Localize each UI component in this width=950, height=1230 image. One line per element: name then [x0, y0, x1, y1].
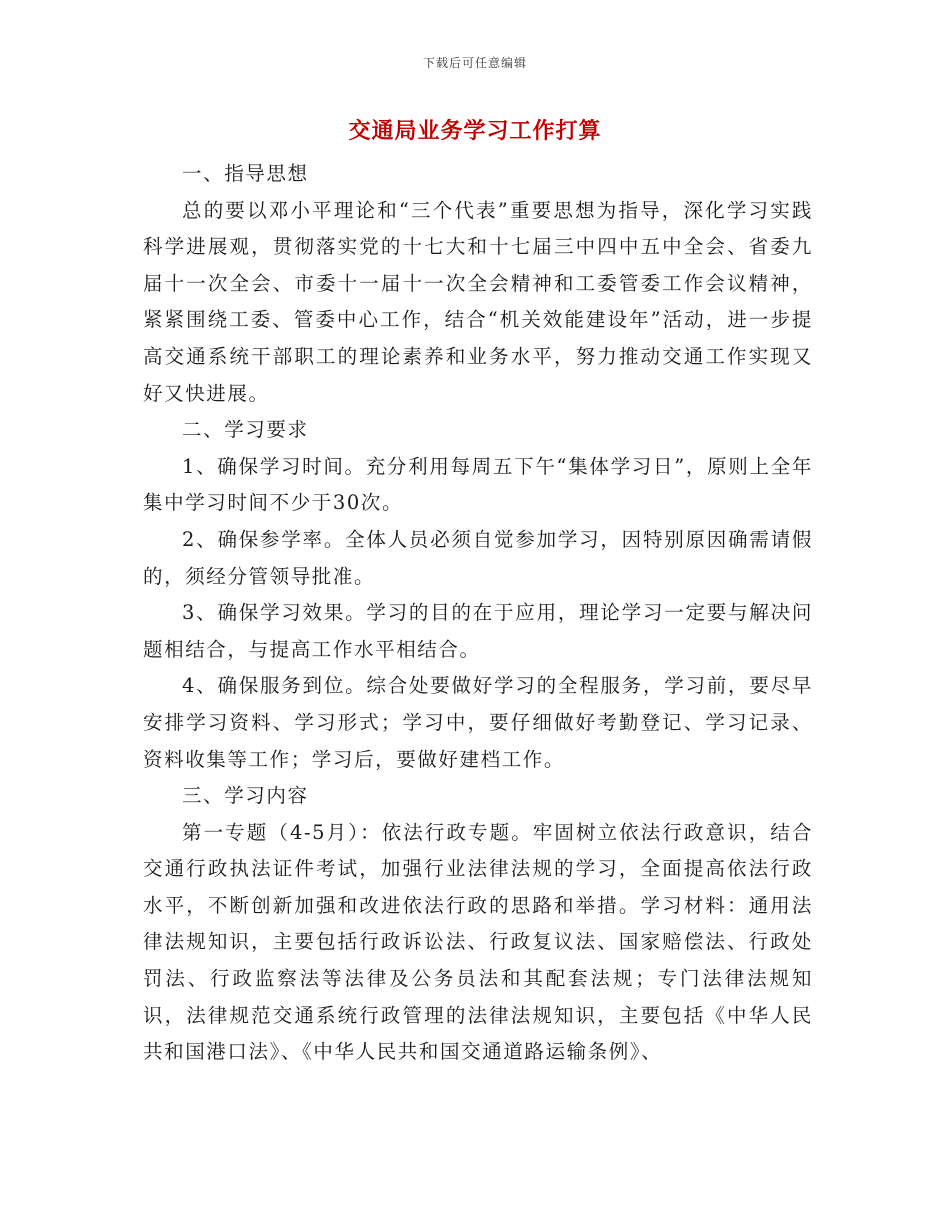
header-note: 下载后可任意编辑 [422, 56, 527, 70]
paragraph-requirement-3: 3、确保学习效果。学习的目的在于应用，理论学习一定要与解决问题相结合，与提高工作水平相结合。 [143, 601, 813, 661]
document-title: 交通局业务学习工作打算 [348, 119, 602, 144]
document-body [143, 156, 813, 1071]
paragraph-requirement-1: 1、确保学习时间。充分利用每周五下午“集体学习日”，原则上全年集中学习时间不少于30次。 [143, 454, 813, 515]
paragraph-topic-1: 第一专题（4-5月）：依法行政专题。牢固树立依法行政意识，结合交通行政执法证件考试，加强行业法律法规的学习，全面提高依法行政水平，不断创新加强和改进依法行政的思路和举措。学习材料：通用法律法规知识，主要包括行政诉讼法、行政复议法、国家赔偿法、行政处罚法、行政监察法等法律及公务员法和其配套法规；专门法律法规知识，法律规范交通系统行政管理的法律法规知识，主要包括《中华人民共和国港口法》、《中华人民共和国交通道路运输条例》、 [143, 820, 813, 1064]
paragraph-requirement-4: 4、确保服务到位。综合处要做好学习的全程服务，学习前，要尽早安排学习资料、学习形式；学习中，要仔细做好考勤登记、学习记录、资料收集等工作；学习后，要做好建档工作。 [143, 674, 813, 771]
paragraph-guiding-thought: 总的要以邓小平理论和“三个代表”重要思想为指导，深化学习实践科学进展观，贯彻落实党的十七大和十七届三中四中五中全会、省委九届十一次全会、市委十一届十一次全会精神和工委管委工作会议精神，紧紧围绕工委、管委中心工作，结合“机关效能建设年”活动，进一步提高交通系统干部职工的理论素养和业务水平，努力推动交通工作实现又好又快进展。 [143, 198, 813, 405]
section-heading-study-content: 三、学习内容 [182, 784, 309, 808]
section-heading-study-requirements: 二、学习要求 [182, 418, 309, 442]
paragraph-requirement-2: 2、确保参学率。全体人员必须自觉参加学习，因特别原因确需请假的，须经分管领导批准。 [143, 527, 813, 588]
section-heading-guiding-thought: 一、指导思想 [182, 162, 309, 185]
